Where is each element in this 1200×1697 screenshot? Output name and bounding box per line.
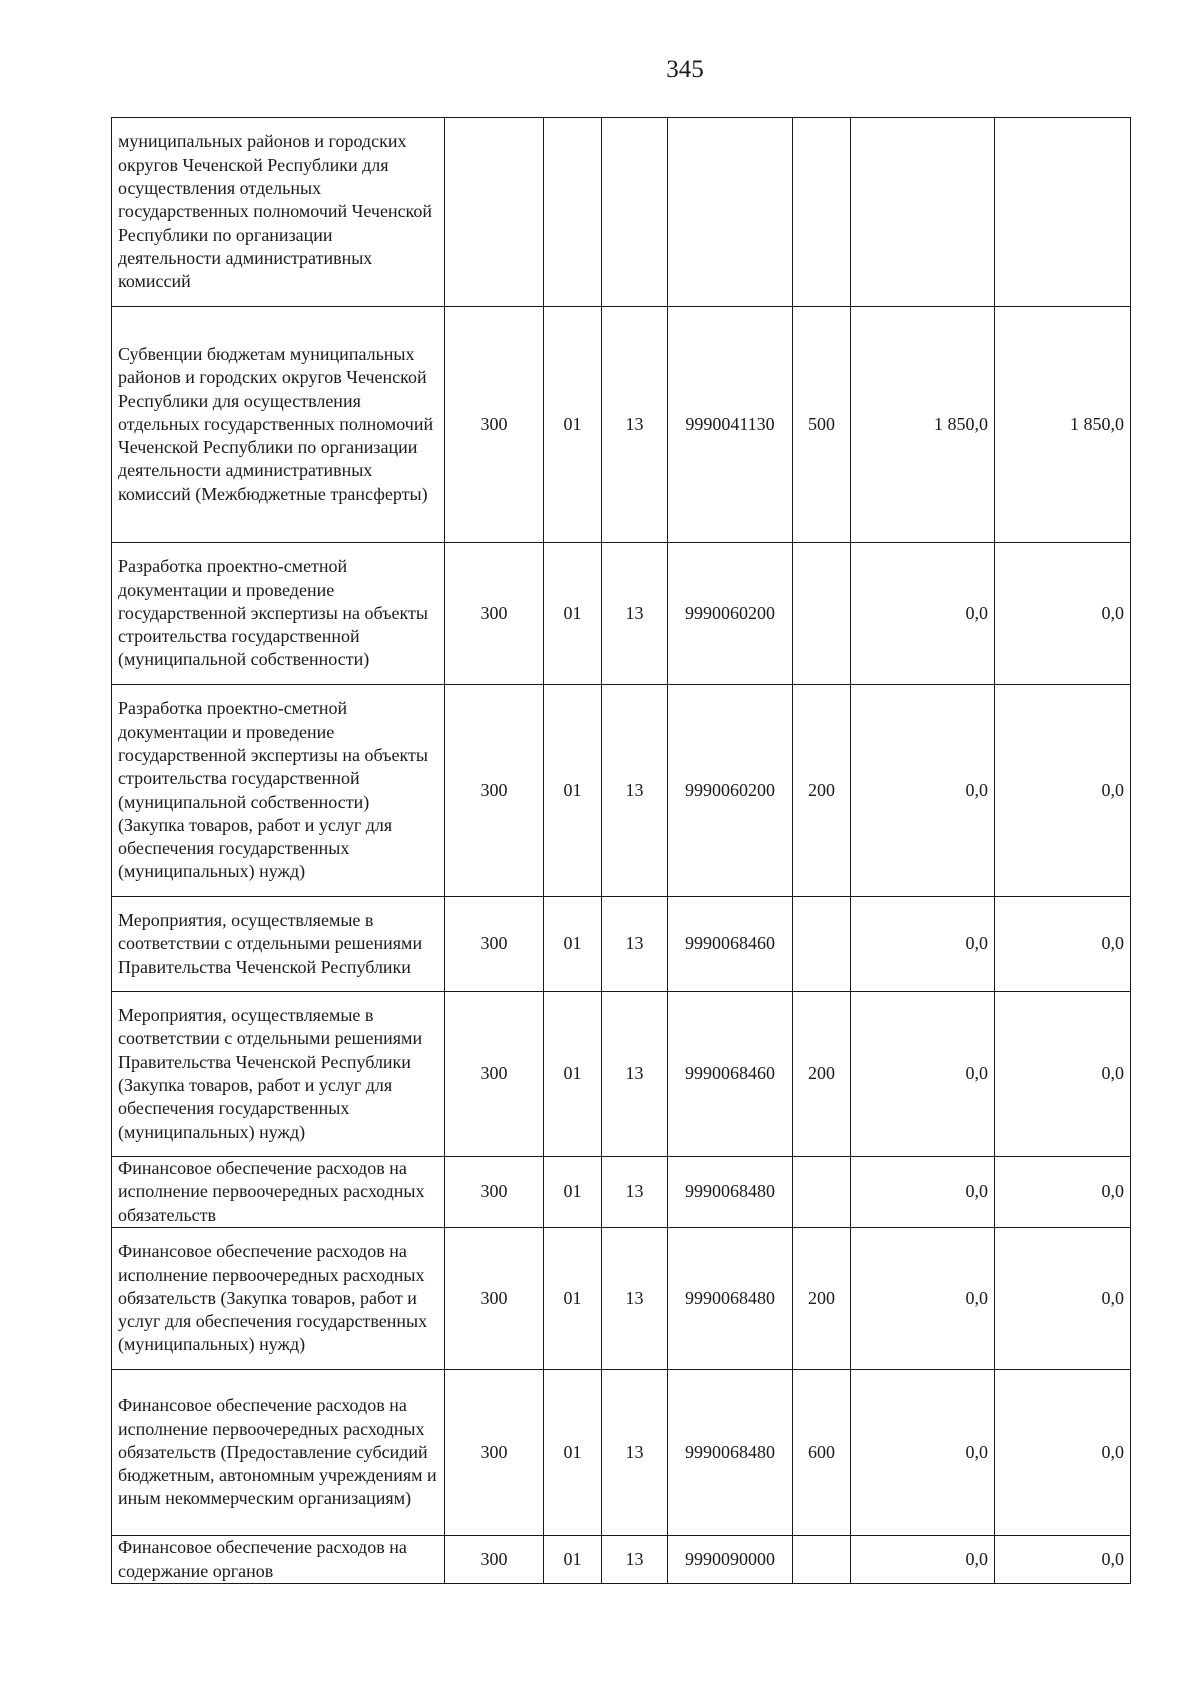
row-target: 9990068480 <box>668 1228 793 1370</box>
table-row <box>112 992 1131 1157</box>
row-value2: 0,0 <box>995 685 1131 897</box>
row-section: 01 <box>544 897 602 992</box>
row-name: Субвенции бюджетам муниципальных районов и городских округов Чеченской Республики для осуществления отдельных государственных полномочий Чеченской Республики по организации деятельности административных комиссий (Межбюджетные трансферты) <box>112 307 445 543</box>
row-value1 <box>851 118 995 307</box>
row-section: 01 <box>544 1370 602 1536</box>
row-expense-type: 200 <box>793 685 851 897</box>
row-name: Финансовое обеспечение расходов на содержание органов <box>112 1536 445 1584</box>
row-target: 9990090000 <box>668 1536 793 1584</box>
table-row <box>112 1536 1131 1584</box>
row-expense-type: 200 <box>793 992 851 1157</box>
row-code <box>445 118 544 307</box>
row-subsection: 13 <box>602 1228 668 1370</box>
table-row <box>112 1370 1131 1536</box>
table-row <box>112 307 1131 543</box>
row-section: 01 <box>544 1157 602 1228</box>
row-target: 9990041130 <box>668 307 793 543</box>
row-target: 9990068460 <box>668 992 793 1157</box>
row-expense-type: 600 <box>793 1370 851 1536</box>
row-expense-type <box>793 543 851 685</box>
row-value2: 0,0 <box>995 897 1131 992</box>
row-value2: 0,0 <box>995 1157 1131 1228</box>
row-expense-type <box>793 1157 851 1228</box>
row-code: 300 <box>445 897 544 992</box>
row-name: Разработка проектно-сметной документации и проведение государственной экспертизы на объекты строительства государственной (муниципальной собственности) <box>112 543 445 685</box>
row-target: 9990068480 <box>668 1157 793 1228</box>
row-subsection: 13 <box>602 1157 668 1228</box>
row-subsection: 13 <box>602 1370 668 1536</box>
row-code: 300 <box>445 1536 544 1584</box>
table-row <box>112 897 1131 992</box>
row-code: 300 <box>445 1157 544 1228</box>
row-section: 01 <box>544 1228 602 1370</box>
row-name: Финансовое обеспечение расходов на исполнение первоочередных расходных обязательств <box>112 1157 445 1228</box>
row-value2: 0,0 <box>995 992 1131 1157</box>
row-section: 01 <box>544 992 602 1157</box>
row-value2 <box>995 118 1131 307</box>
row-value1: 0,0 <box>851 1536 995 1584</box>
row-subsection: 13 <box>602 1536 668 1584</box>
row-target: 9990060200 <box>668 543 793 685</box>
row-value1: 0,0 <box>851 992 995 1157</box>
row-code: 300 <box>445 543 544 685</box>
row-value2: 1 850,0 <box>995 307 1131 543</box>
row-name: Разработка проектно-сметной документации и проведение государственной экспертизы на объекты строительства государственной (муниципальной собственности) (Закупка товаров, работ и услуг для обеспечения государственных (муниципальных) нужд) <box>112 685 445 897</box>
row-expense-type <box>793 897 851 992</box>
row-code: 300 <box>445 307 544 543</box>
row-subsection: 13 <box>602 307 668 543</box>
row-section: 01 <box>544 685 602 897</box>
table-row <box>112 685 1131 897</box>
row-name: Финансовое обеспечение расходов на исполнение первоочередных расходных обязательств (Закупка товаров, работ и услуг для обеспечения государственных (муниципальных) нужд) <box>112 1228 445 1370</box>
page-number: 345 <box>666 56 704 83</box>
row-name: Мероприятия, осуществляемые в соответствии с отдельными решениями Правительства Чеченской Республики <box>112 897 445 992</box>
row-code: 300 <box>445 685 544 897</box>
row-code: 300 <box>445 992 544 1157</box>
row-value1: 1 850,0 <box>851 307 995 543</box>
row-subsection: 13 <box>602 992 668 1157</box>
row-value1: 0,0 <box>851 543 995 685</box>
row-expense-type: 500 <box>793 307 851 543</box>
row-section: 01 <box>544 543 602 685</box>
row-value2: 0,0 <box>995 1536 1131 1584</box>
row-target <box>668 118 793 307</box>
row-target: 9990068480 <box>668 1370 793 1536</box>
row-section: 01 <box>544 307 602 543</box>
row-section <box>544 118 602 307</box>
table-row <box>112 543 1131 685</box>
table-row <box>112 1228 1131 1370</box>
row-subsection: 13 <box>602 685 668 897</box>
row-subsection: 13 <box>602 543 668 685</box>
row-value2: 0,0 <box>995 1370 1131 1536</box>
row-name: Мероприятия, осуществляемые в соответствии с отдельными решениями Правительства Чеченской Республики (Закупка товаров, работ и услуг для обеспечения государственных (муниципальных) нужд) <box>112 992 445 1157</box>
row-expense-type <box>793 1536 851 1584</box>
row-subsection: 13 <box>602 897 668 992</box>
row-value1: 0,0 <box>851 1157 995 1228</box>
row-value2: 0,0 <box>995 543 1131 685</box>
row-value1: 0,0 <box>851 685 995 897</box>
table-row <box>112 1157 1131 1228</box>
row-value1: 0,0 <box>851 1370 995 1536</box>
row-value1: 0,0 <box>851 897 995 992</box>
row-value1: 0,0 <box>851 1228 995 1370</box>
row-target: 9990060200 <box>668 685 793 897</box>
row-code: 300 <box>445 1370 544 1536</box>
row-name: Финансовое обеспечение расходов на исполнение первоочередных расходных обязательств (Предоставление субсидий бюджетным, автономным учреждениям и иным некоммерческим организациям) <box>112 1370 445 1536</box>
row-value2: 0,0 <box>995 1228 1131 1370</box>
row-code: 300 <box>445 1228 544 1370</box>
row-subsection <box>602 118 668 307</box>
row-expense-type: 200 <box>793 1228 851 1370</box>
row-section: 01 <box>544 1536 602 1584</box>
row-name: муниципальных районов и городских округов Чеченской Республики для осуществления отдельных государственных полномочий Чеченской Республики по организации деятельности административных комиссий <box>112 118 445 307</box>
row-expense-type <box>793 118 851 307</box>
budget-table <box>111 117 1131 1584</box>
table-row <box>112 118 1131 307</box>
row-target: 9990068460 <box>668 897 793 992</box>
